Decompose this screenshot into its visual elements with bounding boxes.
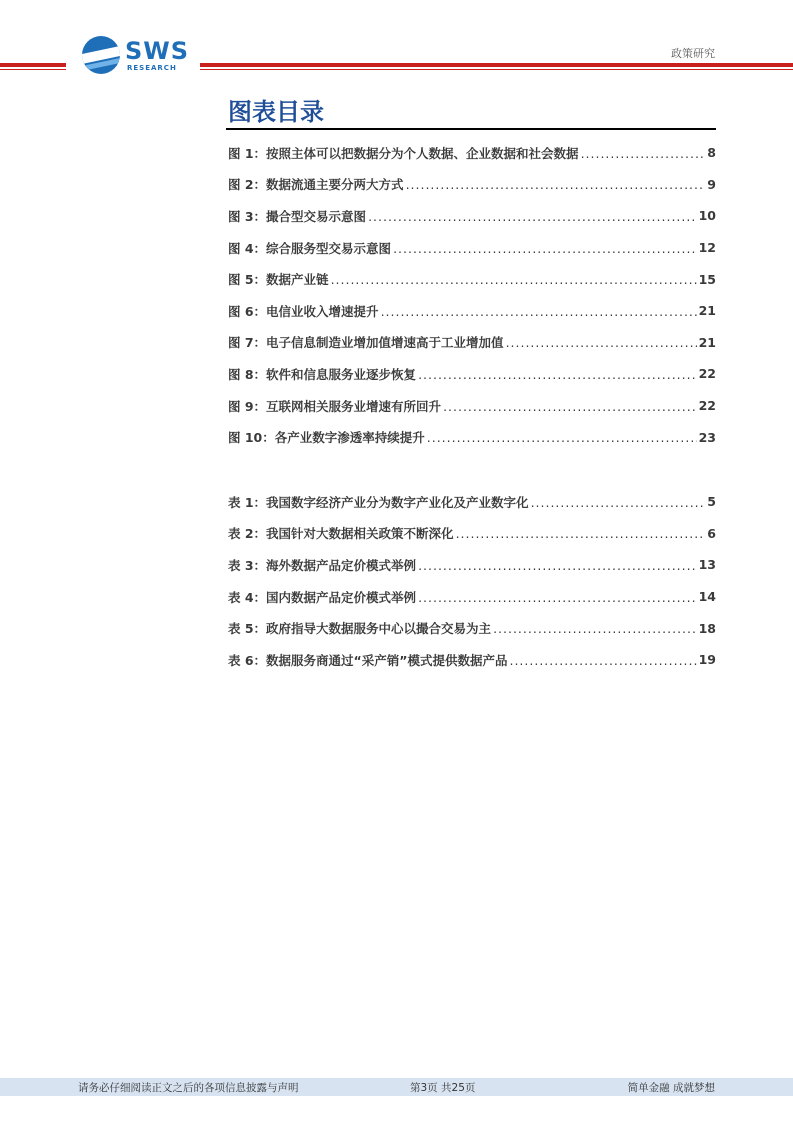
header-rule-left-thin [0, 69, 66, 70]
toc-entry-table-5[interactable] [228, 612, 716, 644]
toc-leader-dots [427, 430, 697, 444]
toc-entry-figure-9[interactable] [228, 390, 716, 422]
toc-leader-dots [418, 367, 697, 381]
toc-entry-table-2[interactable] [228, 518, 716, 550]
toc-entry-label: 图 10：各产业数字渗透率持续提升 [228, 430, 425, 446]
toc-entry-label: 表 3：海外数据产品定价模式举例 [228, 557, 417, 573]
toc-entry-page: 12 [698, 240, 716, 256]
toc-entry-figure-2[interactable] [228, 169, 716, 201]
toc-leader-dots [393, 241, 697, 255]
header-rule-right [200, 63, 793, 67]
toc-leader-dots [418, 558, 697, 572]
toc-entry-label: 表 5：政府指导大数据服务中心以撮合交易为主 [228, 621, 492, 637]
toc-entry-table-4[interactable] [228, 581, 716, 613]
toc-leader-dots [493, 621, 697, 635]
toc-leader-dots [381, 304, 697, 318]
toc-entry-figure-7[interactable] [228, 327, 716, 359]
figure-list [228, 137, 716, 453]
toc-entry-table-3[interactable] [228, 549, 716, 581]
toc-entry-label: 表 4：国内数据产品定价模式举例 [228, 589, 417, 605]
toc-entry-label: 图 2：数据流通主要分两大方式 [228, 177, 404, 193]
toc-entry-page: 10 [698, 208, 716, 224]
toc-entry-page: 9 [707, 176, 716, 192]
toc-entry-page: 6 [707, 525, 716, 541]
logo-brand-subtext: RESEARCH [127, 64, 177, 72]
page-title: 图表目录 [228, 98, 324, 126]
toc-entry-figure-5[interactable] [228, 263, 716, 295]
toc-entry-figure-3[interactable] [228, 200, 716, 232]
toc-entry-page: 15 [698, 271, 716, 287]
toc-entry-label: 图 4：综合服务型交易示意图 [228, 240, 392, 256]
footer-slogan: 简单金融 成就梦想 [627, 1081, 715, 1094]
toc-entry-label: 图 5：数据产业链 [228, 272, 329, 288]
toc-leader-dots [368, 209, 697, 223]
toc-leader-dots [531, 495, 706, 509]
header-rule-left [0, 63, 66, 67]
header-rule-right-thin [200, 69, 793, 70]
section-label: 政策研究 [671, 47, 715, 60]
toc-entry-figure-8[interactable] [228, 358, 716, 390]
toc-leader-dots [418, 590, 697, 604]
toc-entry-page: 23 [698, 429, 716, 445]
toc-entry-page: 14 [698, 589, 716, 605]
toc-leader-dots [506, 335, 697, 349]
toc-leader-dots [406, 177, 706, 191]
toc-leader-dots [509, 653, 696, 667]
footer-disclaimer: 请务必仔细阅读正文之后的各项信息披露与声明 [78, 1081, 299, 1094]
toc-entry-label: 图 6：电信业收入增速提升 [228, 303, 379, 319]
sws-logo-icon [82, 36, 120, 74]
toc-entry-label: 图 1：按照主体可以把数据分为个人数据、企业数据和社会数据 [228, 145, 579, 161]
toc-leader-dots [331, 272, 697, 286]
toc-entry-page: 21 [698, 334, 716, 350]
page-footer [0, 1078, 793, 1096]
toc-entry-page: 22 [698, 366, 716, 382]
toc-entry-label: 表 6：数据服务商通过“采产销”模式提供数据产品 [228, 652, 508, 668]
toc-entry-page: 21 [698, 303, 716, 319]
toc-entry-figure-4[interactable] [228, 232, 716, 264]
toc-entry-label: 图 9：互联网相关服务业增速有所回升 [228, 398, 442, 414]
title-underline [226, 128, 716, 130]
toc-entry-page: 22 [698, 398, 716, 414]
toc-entry-page: 5 [707, 494, 716, 510]
toc-leader-dots [443, 399, 697, 413]
table-list [228, 486, 716, 676]
toc-entry-label: 图 7：电子信息制造业增加值增速高于工业增加值 [228, 335, 504, 351]
toc-entry-figure-6[interactable] [228, 295, 716, 327]
toc-entry-table-6[interactable] [228, 644, 716, 676]
toc-leader-dots [581, 146, 706, 160]
toc-entry-label: 图 8：软件和信息服务业逐步恢复 [228, 366, 417, 382]
toc-entry-page: 8 [707, 145, 716, 161]
toc-entry-figure-1[interactable] [228, 137, 716, 169]
toc-entry-table-1[interactable] [228, 486, 716, 518]
logo-brand-text: SWS [125, 37, 190, 65]
sws-logo [82, 36, 192, 74]
toc-entry-figure-10[interactable] [228, 421, 716, 453]
toc-entry-page: 19 [698, 652, 716, 668]
toc-entry-label: 图 3：撮合型交易示意图 [228, 208, 367, 224]
footer-page-info: 第3页 共25页 [410, 1081, 476, 1094]
toc-entry-page: 13 [698, 557, 716, 573]
toc-entry-label: 表 2：我国针对大数据相关政策不断深化 [228, 526, 454, 542]
toc-entry-label: 表 1：我国数字经济产业分为数字产业化及产业数字化 [228, 494, 529, 510]
toc-leader-dots [456, 526, 706, 540]
toc-entry-page: 18 [698, 620, 716, 636]
